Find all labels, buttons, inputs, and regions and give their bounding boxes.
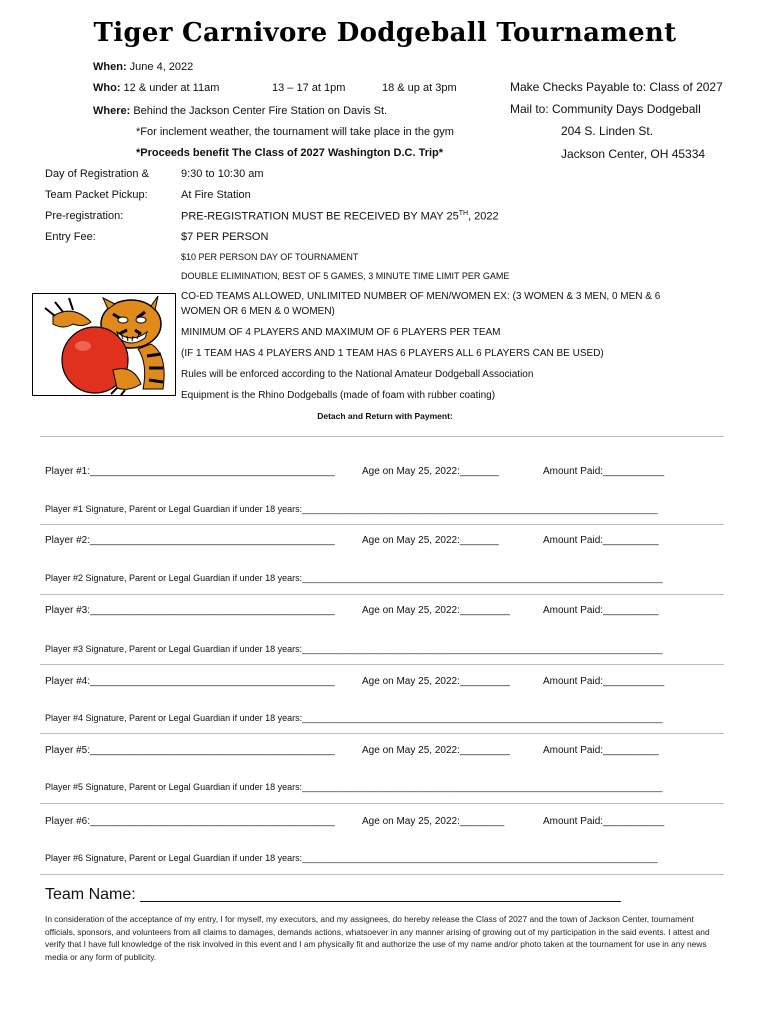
player-3-age-field[interactable]: Age on May 25, 2022:_________ (362, 605, 510, 616)
where-label: Where: (93, 105, 131, 117)
tiger-icon (33, 294, 175, 395)
player-2-name-field[interactable]: Player #2:____________________________________________ (45, 535, 335, 546)
proceeds-note: *Proceeds benefit The Class of 2027 Washington D.C. Trip* (136, 147, 444, 159)
where-value: Behind the Jackson Center Fire Station on Davis St. (133, 105, 388, 117)
detail-label-registration: Day of Registration & (45, 168, 149, 180)
detail-label-pickup: Team Packet Pickup: (45, 189, 148, 201)
player-2-age-field[interactable]: Age on May 25, 2022:_______ (362, 535, 499, 546)
detail-value-pickup: At Fire Station (181, 189, 251, 201)
when-row (93, 61, 193, 73)
player-1-age-field[interactable]: Age on May 25, 2022:_______ (362, 466, 499, 477)
detail-value-prereg (181, 210, 499, 223)
rule-format: DOUBLE ELIMINATION, BEST OF 5 GAMES, 3 MINUTE TIME LIMIT PER GAME (181, 271, 510, 281)
liability-disclaimer: In consideration of the acceptance of my entry, I for myself, my executors, and my assignees, do hereby release the Class of 2027 and the town of Jackson Center, tournament officials, sponsors, and volunteers from all claims to damages, demands actions, whatsoever in any manner arising of growing out of my participation in the said events. I attest and verify that I have full knowledge of the risk involved in this event and I am physically fit and authorize the use of my name and/or photo taken at the tournament for use in any news media or any form of publicity. (45, 914, 710, 962)
player-6-age-field[interactable]: Age on May 25, 2022:________ (362, 816, 505, 827)
divider (40, 524, 724, 525)
team-name-field[interactable]: Team Name: ______________________________________________________ (45, 886, 621, 903)
player-6-signature-field[interactable]: Player #6 Signature, Parent or Legal Guardian if under 18 years:_______________________________________________________________________ (45, 853, 658, 863)
rule-team-size: MINIMUM OF 4 PLAYERS AND MAXIMUM OF 6 PLAYERS PER TEAM (181, 327, 501, 338)
player-1-signature-field[interactable]: Player #1 Signature, Parent or Legal Guardian if under 18 years:_______________________________________________________________________ (45, 504, 658, 514)
rule-nada: Rules will be enforced according to the National Amateur Dodgeball Association (181, 369, 534, 380)
player-5-age-field[interactable]: Age on May 25, 2022:_________ (362, 745, 510, 756)
when-label: When: (93, 61, 127, 73)
page-title: Tiger Carnivore Dodgeball Tournament (93, 18, 677, 48)
rule-equipment: Equipment is the Rhino Dodgeballs (made of foam with rubber coating) (181, 390, 496, 401)
player-3-signature-field[interactable]: Player #3 Signature, Parent or Legal Guardian if under 18 years:________________________________________________________________________ (45, 644, 663, 654)
prereg-suffix: , 2022 (468, 210, 499, 223)
weather-note: *For inclement weather, the tournament will take place in the gym (136, 126, 454, 138)
player-5-paid-field[interactable]: Amount Paid:__________ (543, 745, 659, 756)
prereg-sup: TH (458, 210, 469, 217)
rule-coed: CO-ED TEAMS ALLOWED, UNLIMITED NUMBER OF MEN/WOMEN EX: (3 WOMEN & 3 MEN, 0 MEN & 6 (181, 291, 661, 302)
player-6-paid-field[interactable]: Amount Paid:___________ (543, 816, 665, 827)
where-row (93, 105, 387, 117)
checks-payable: Make Checks Payable to: Class of 2027 (510, 80, 723, 94)
rule-day-of-fee: $10 PER PERSON DAY OF TOURNAMENT (181, 252, 359, 262)
player-3-name-field[interactable]: Player #3:____________________________________________ (45, 605, 335, 616)
divider (40, 436, 724, 437)
who-row (93, 82, 219, 94)
prereg-text: PRE-REGISTRATION MUST BE RECEIVED BY MAY 25 (181, 210, 459, 223)
detail-label-fee: Entry Fee: (45, 231, 96, 243)
player-4-signature-field[interactable]: Player #4 Signature, Parent or Legal Guardian if under 18 years:________________________________________________________________________ (45, 713, 663, 723)
player-6-name-field[interactable]: Player #6:____________________________________________ (45, 816, 335, 827)
rule-team-size-note: (IF 1 TEAM HAS 4 PLAYERS AND 1 TEAM HAS 6 PLAYERS ALL 6 PLAYERS CAN BE USED) (181, 348, 604, 359)
player-4-name-field[interactable]: Player #4:____________________________________________ (45, 676, 335, 687)
divider (40, 874, 724, 875)
who-group-1: 12 & under at 11am (123, 82, 220, 94)
divider (40, 664, 724, 665)
checks-street: 204 S. Linden St. (561, 124, 654, 138)
divider (40, 594, 724, 595)
player-5-signature-field[interactable]: Player #5 Signature, Parent or Legal Guardian if under 18 years:________________________________________________________________________ (45, 782, 663, 792)
detail-label-prereg: Pre-registration: (45, 210, 124, 222)
detach-note: Detach and Return with Payment: (317, 411, 453, 421)
rule-coed-cont: WOMEN OR 6 MEN & 0 WOMEN) (181, 306, 335, 317)
who-label: Who: (93, 82, 121, 94)
who-group-3: 18 & up at 3pm (382, 82, 457, 94)
player-5-name-field[interactable]: Player #5:____________________________________________ (45, 745, 335, 756)
player-1-name-field[interactable]: Player #1:____________________________________________ (45, 466, 335, 477)
player-4-age-field[interactable]: Age on May 25, 2022:_________ (362, 676, 510, 687)
detail-value-fee: $7 PER PERSON (181, 231, 269, 243)
player-4-paid-field[interactable]: Amount Paid:___________ (543, 676, 665, 687)
player-1-paid-field[interactable]: Amount Paid:___________ (543, 466, 665, 477)
checks-city: Jackson Center, OH 45334 (561, 147, 706, 161)
tiger-dodgeball-image (32, 293, 176, 396)
player-3-paid-field[interactable]: Amount Paid:__________ (543, 605, 659, 616)
who-group-2: 13 – 17 at 1pm (272, 82, 346, 94)
when-value: June 4, 2022 (129, 61, 194, 73)
detail-value-registration: 9:30 to 10:30 am (181, 168, 264, 180)
divider (40, 803, 724, 804)
player-2-signature-field[interactable]: Player #2 Signature, Parent or Legal Guardian if under 18 years:________________________________________________________________________ (45, 573, 663, 583)
divider (40, 733, 724, 734)
checks-mail-to: Mail to: Community Days Dodgeball (510, 102, 701, 116)
player-2-paid-field[interactable]: Amount Paid:__________ (543, 535, 659, 546)
